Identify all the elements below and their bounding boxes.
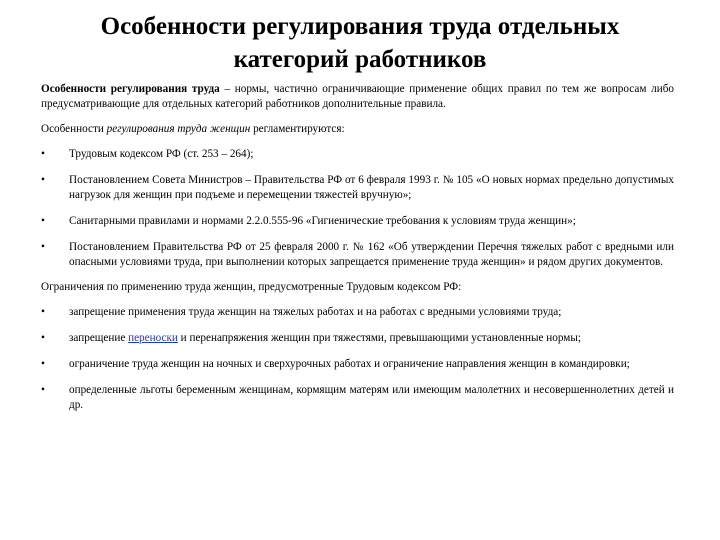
bullet-icon: •: [41, 148, 45, 160]
slide-title-line-2: категорий работников: [233, 46, 487, 73]
slide-content: [41, 82, 674, 423]
restriction-item-text: ограничение труда женщин на ночных и сверхурочных работах и ограничение направления женщин в командировки;: [69, 358, 630, 370]
slide-title: [20, 10, 700, 76]
slide-title-line-1: Особенности регулирования труда отдельных: [100, 13, 620, 40]
bullet-icon: •: [41, 384, 45, 396]
regulation-item: [41, 240, 674, 270]
restriction-item-text: запрещение применения труда женщин на тяжелых работах и на работах с вредными условиями труда;: [69, 306, 562, 318]
regulation-item: [41, 173, 674, 203]
bullet-icon: •: [41, 358, 45, 370]
bullet-icon: •: [41, 241, 45, 253]
restriction-item-text-before: запрещение: [69, 332, 129, 344]
regulation-item-text: Постановлением Правительства РФ от 25 февраля 2000 г. № 162 «Об утверждении Перечня тяжелых работ с вредными или опасными условиями труда, при выполнении которых запрещается применение труда женщин» и рядом других документов.: [69, 241, 674, 268]
bullet-icon: •: [41, 332, 45, 344]
restriction-item-text-after: и перенапряжения женщин при тяжестями, превышающими установленные нормы;: [177, 332, 582, 344]
regulation-item-text: Санитарными правилами и нормами 2.2.0.555-96 «Гигиенические требования к условиям труда женщин»;: [69, 215, 576, 227]
definition-text: – нормы, частично ограничивающие применение общих правил по тем же вопросам либо предусматривающие для отдельных категорий работников дополнительные правила.: [41, 83, 674, 110]
definition-paragraph: [41, 82, 674, 112]
restriction-item: [41, 357, 674, 372]
women-regulation-prefix: Особенности: [41, 123, 107, 135]
bullet-icon: •: [41, 174, 45, 186]
restriction-list: [41, 305, 674, 413]
regulation-item: [41, 147, 674, 162]
restriction-item: [41, 331, 674, 346]
restriction-item-text: определенные льготы беременным женщинам, кормящим матерям или имеющим малолетних и несовершеннолетних детей и др.: [69, 384, 674, 411]
women-regulation-italic: регулирования труда женщин: [106, 123, 251, 135]
regulation-item: [41, 214, 674, 229]
carrying-link[interactable]: переноски: [128, 332, 178, 344]
bullet-icon: •: [41, 306, 45, 318]
bullet-icon: •: [41, 215, 45, 227]
restriction-item: [41, 305, 674, 320]
restrictions-heading: Ограничения по применению труда женщин, предусмотренные Трудовым кодексом РФ:: [41, 281, 462, 293]
regulation-item-text: Постановлением Совета Министров – Правительства РФ от 6 февраля 1993 г. № 105 «О новых нормах предельно допустимых нагрузок для женщин при подъеме и перемещении тяжестей вручную»;: [69, 174, 674, 201]
regulation-list: [41, 147, 674, 270]
restriction-item: [41, 383, 674, 413]
women-regulation-suffix: регламентируются:: [250, 123, 345, 135]
women-regulation-paragraph: [41, 122, 674, 137]
regulation-item-text: Трудовым кодексом РФ (ст. 253 – 264);: [69, 148, 254, 160]
definition-term: Особенности регулирования труда: [41, 83, 220, 95]
